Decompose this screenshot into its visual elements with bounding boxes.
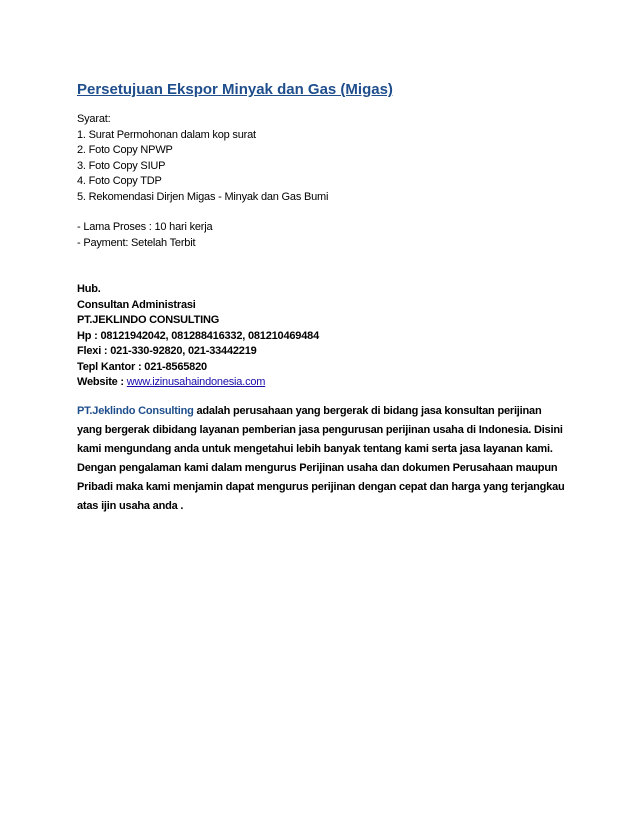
- requirement-item: 1. Surat Permohonan dalam kop surat: [77, 128, 256, 141]
- requirement-item: 5. Rekomendasi Dirjen Migas - Minyak dan Gas Bumi: [77, 190, 329, 203]
- company-description: [77, 402, 567, 516]
- description-company-name: PT.Jeklindo Consulting: [77, 404, 194, 417]
- website-link[interactable]: www.izinusahaindonesia.com: [126, 376, 266, 388]
- contact-website: [77, 375, 567, 391]
- description-text: adalah perusahaan yang bergerak di bidang jasa konsultan perijinan yang bergerak dibidang layanan pemberian jasa pengurusan perijinan usaha di Indonesia. Disini kami mengundang anda untuk mengetahui lebih banyak tentang kami serta jasa layanan kami. Dengan pengalaman kami dalam mengurus Perijinan usaha dan dokumen Perusahaan maupun Pribadi maka kami menjamin dapat mengurus perijinan dengan cepat dan harga yang terjangkau atas ijin usaha anda .: [77, 404, 565, 512]
- website-label: Website :: [77, 376, 127, 388]
- requirements-section: [77, 112, 567, 205]
- terms-section: [77, 220, 567, 251]
- document-body: [77, 80, 567, 516]
- requirement-item: 3. Foto Copy SIUP: [77, 159, 166, 172]
- contact-company: PT.JEKLINDO CONSULTING: [77, 314, 220, 326]
- contact-section: [77, 282, 567, 391]
- requirement-item: 4. Foto Copy TDP: [77, 175, 162, 187]
- payment-terms: - Payment: Setelah Terbit: [77, 236, 196, 249]
- requirements-heading: Syarat:: [77, 113, 111, 125]
- contact-hub: Hub.: [77, 283, 101, 295]
- contact-office-phone: Tepl Kantor : 021-8565820: [77, 360, 207, 373]
- contact-role: Consultan Administrasi: [77, 298, 196, 311]
- contact-flexi: Flexi : 021-330-92820, 021-33442219: [77, 345, 257, 357]
- requirement-item: 2. Foto Copy NPWP: [77, 144, 173, 156]
- page-title: Persetujuan Ekspor Minyak dan Gas (Migas): [77, 81, 393, 98]
- processing-time: - Lama Proses : 10 hari kerja: [77, 221, 213, 233]
- contact-phone: Hp : 08121942042, 081288416332, 081210469484: [77, 329, 319, 342]
